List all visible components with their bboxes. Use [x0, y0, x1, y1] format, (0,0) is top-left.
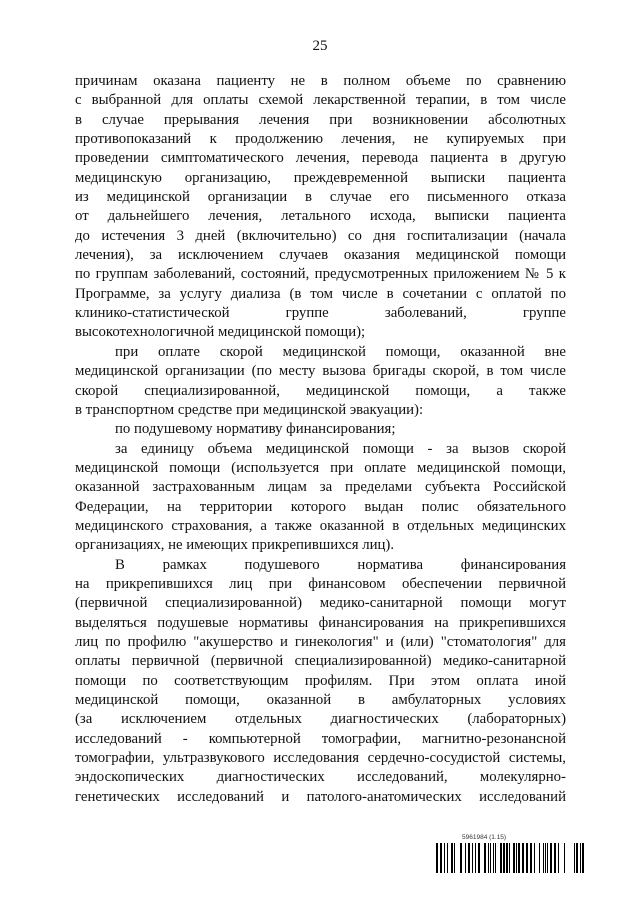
page-number: 25 — [312, 38, 328, 54]
text-line: от дальнейшего лечения, летального исхода, выписки пациента — [75, 208, 566, 225]
text-line: выделяться подушевые нормативы финансирования на прикрепившихся — [75, 614, 566, 631]
stamp-code: 5961984 (1.15) — [462, 834, 507, 841]
text-line: на прикрепившихся лиц при финансовом обеспечении первичной — [75, 575, 566, 592]
text-line: В рамках подушевого норматива финансирования — [115, 556, 566, 573]
text-line: (первичной специализированной) медико-санитарной помощи могут — [75, 595, 566, 612]
text-line: (за исключением отдельных диагностических (лабораторных) — [75, 711, 566, 728]
text-line: оказанной застрахованным лицам за пределами субъекта Российской — [75, 479, 566, 496]
text-line: помощи по соответствующим профилям. При этом оплата иной — [75, 672, 566, 689]
text-line: медицинской помощи (используется при оплате медицинской помощи, — [75, 459, 566, 476]
text-line: оплаты первичной (первичной специализированной) медико-санитарной — [75, 653, 566, 670]
text-line: клинико-статистической группе заболеваний, группе — [75, 305, 566, 322]
text-line: высокотехнологичной медицинской помощи); — [75, 324, 366, 341]
text-line: при оплате скорой медицинской помощи, оказанной вне — [115, 343, 566, 360]
document-stamp — [436, 834, 586, 873]
text-line: генетических исследований и патолого-анатомических исследований — [75, 788, 566, 805]
text-line: томографии, ультразвукового исследования сердечно-сосудистой системы, — [75, 750, 566, 767]
text-line: лечения), за исключением случаев оказания медицинской помощи — [75, 247, 566, 264]
text-line: по группам заболеваний, состояний, предусмотренных приложением № 5 к — [75, 266, 566, 283]
text-line: лиц по профилю "акушерство и гинекология" и (или) "стоматология" для — [75, 633, 566, 650]
text-line: медицинскую организацию, преждевременной выписки пациента — [75, 169, 566, 186]
text-line: в транспортном средстве при медицинской эвакуации): — [75, 401, 424, 418]
text-line: по подушевому нормативу финансирования; — [115, 421, 396, 438]
text-line: до истечения 3 дней (включительно) со дня госпитализации (начала — [75, 227, 566, 244]
text-line: исследований - компьютерной томографии, магнитно-резонансной — [75, 730, 566, 747]
text-line: медицинской помощи, оказанной в амбулаторных условиях — [75, 692, 566, 708]
text-line: Федерации, на территории которого выдан полис обязательного — [75, 498, 566, 515]
text-line: медицинской организации (по месту вызова бригады скорой, в том числе — [75, 363, 566, 380]
text-line: за единицу объема медицинской помощи - за вызов скорой — [115, 440, 566, 457]
text-line: Программе, за услугу диализа (в том числе в сочетании с оплатой по — [75, 285, 566, 302]
text-line: из медицинской организации в случае его письменного отказа — [75, 189, 566, 206]
text-line: скорой специализированной, медицинской помощи, а также — [75, 382, 566, 399]
text-line: в случае прерывания лечения при возникновении абсолютных — [75, 111, 566, 128]
text-line: причинам оказана пациенту не в полном объеме по сравнению — [75, 73, 566, 89]
barcode — [436, 843, 586, 873]
text-line: противопоказаний к продолжению лечения, не купируемых при — [75, 131, 566, 148]
text-line: с выбранной для оплаты схемой лекарственной терапии, в том числе — [75, 92, 566, 109]
text-line: эндоскопических диагностических исследований, молекулярно- — [75, 769, 566, 786]
text-line: проведении симптоматического лечения, перевода пациента в другую — [75, 150, 566, 167]
text-line: медицинского страхования, а также оказанной в отдельных медицинских — [75, 517, 566, 534]
document-body — [75, 72, 566, 807]
text-line: организациях, не имеющих прикрепившихся лиц). — [75, 537, 395, 554]
